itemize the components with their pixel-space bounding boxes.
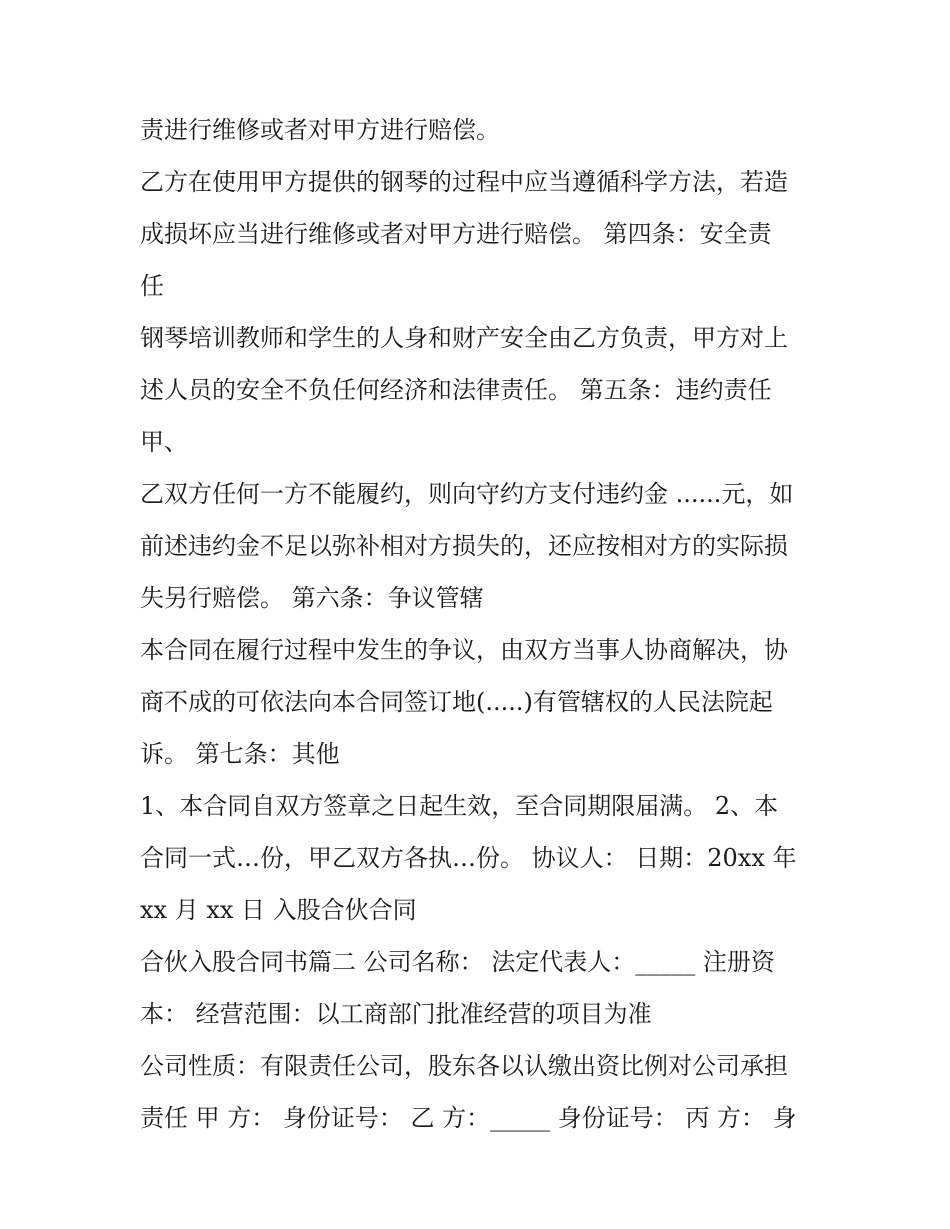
text-line: 诉。 第七条：其他 <box>140 740 340 768</box>
text-line: 合伙入股合同书篇二 公司名称： 法定代表人：_____ 注册资 <box>140 948 775 976</box>
text-line: 成损坏应当进行维修或者对甲方进行赔偿。 第四条：安全责 <box>140 220 772 248</box>
text-line: 1、本合同自双方签章之日起生效，至合同期限届满。 2、本 <box>140 792 779 820</box>
text-line: 失另行赔偿。 第六条：争议管辖 <box>140 584 484 612</box>
text-line: 合同一式…份，甲乙双方各执…份。 协议人： 日期：20xx 年 <box>140 844 797 872</box>
text-line: 本： 经营范围：以工商部门批准经营的项目为准 <box>140 1000 652 1028</box>
text-line: 钢琴培训教师和学生的人身和财产安全由乙方负责，甲方对上 <box>140 324 788 352</box>
text-line: 述人员的安全不负任何经济和法律责任。 第五条：违约责任 <box>140 376 772 404</box>
text-line: 任 <box>140 272 164 300</box>
text-line: 乙双方任何一方不能履约，则向守约方支付违约金 ......元，如 <box>140 480 794 508</box>
document-body <box>140 104 830 1144</box>
text-line: 责任 甲 方： 身份证号： 乙 方：_____ 身份证号： 丙 方： 身 <box>140 1104 797 1132</box>
text-line: 本合同在履行过程中发生的争议，由双方当事人协商解决，协 <box>140 636 788 664</box>
text-line: 责进行维修或者对甲方进行赔偿。 <box>140 116 500 144</box>
text-line: xx 月 xx 日 入股合伙合同 <box>140 896 417 924</box>
text-line: 乙方在使用甲方提供的钢琴的过程中应当遵循科学方法，若造 <box>140 168 788 196</box>
text-line: 前述违约金不足以弥补相对方损失的，还应按相对方的实际损 <box>140 532 788 560</box>
text-line: 商不成的可依法向本合同签订地(.....)有管辖权的人民法院起 <box>140 688 773 716</box>
text-line: 甲、 <box>140 428 188 456</box>
text-line: 公司性质：有限责任公司，股东各以认缴出资比例对公司承担 <box>140 1052 788 1080</box>
